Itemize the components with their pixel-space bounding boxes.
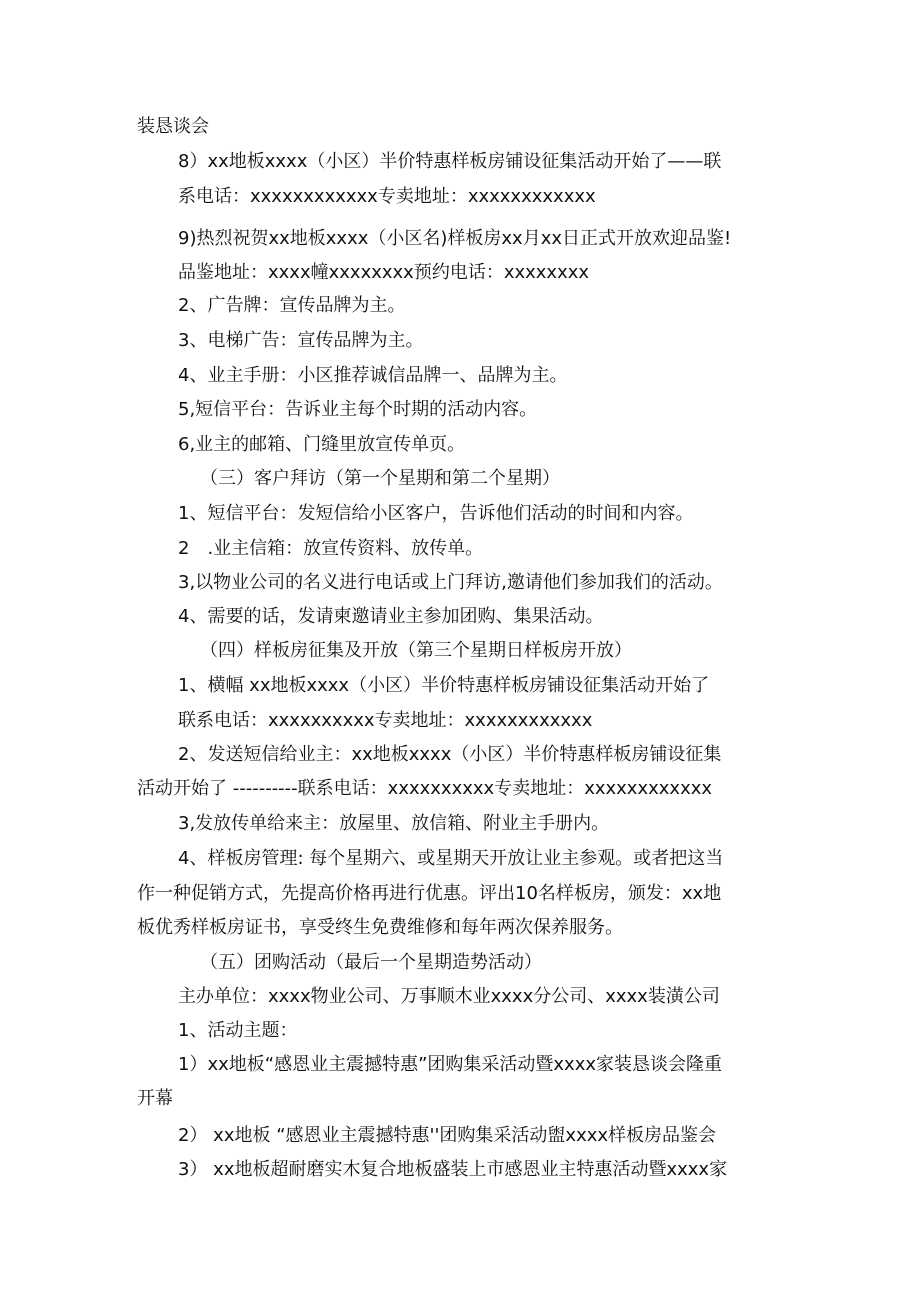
- text-line: 3,发放传单给来主：放屋里、放信箱、附业主手册内。: [178, 813, 610, 834]
- text-line: 主办单位：xxxx物业公司、万事顺木业xxxx分公司、xxxx装潢公司: [178, 986, 720, 1007]
- text-line: 系电话：xxxxxxxxxxxx专卖地址：xxxxxxxxxxxx: [178, 186, 596, 207]
- text-line: 4、业主手册：小区推荐诚信品牌一、品牌为主。: [178, 365, 568, 386]
- text-line: 2） xx地板 “感恩业主震撼特惠''团购集采活动盥xxxx样板房品鉴会: [178, 1125, 717, 1146]
- section-heading: （五）团购活动（最后一个星期造势活动）: [200, 952, 542, 973]
- text-line: 1、活动主题：: [178, 1020, 298, 1041]
- text-line: 作一种促销方式，先提高价格再进行优惠。评出10名样板房，颁发：xx地: [137, 883, 722, 904]
- text-line: 1、横幅 xx地板xxxx（小区）半价特惠样板房铺设征集活动开始了: [178, 675, 710, 696]
- text-line: 3） xx地板超耐磨实木复合地板盛装上市感恩业主特惠活动暨xxxx家: [178, 1159, 728, 1180]
- text-line: 板优秀样板房证书，享受终生免费维修和每年两次保养服务。: [137, 917, 623, 938]
- text-line: 1）xx地板“感恩业主震撼特惠”团购集采活动暨xxxx家装恳谈会隆重: [178, 1054, 723, 1075]
- text-line: 2、广告牌：宣传品牌为主。: [178, 295, 406, 316]
- section-heading: （四）样板房征集及开放（第三个星期日样板房开放）: [200, 640, 632, 661]
- text-line: 2 .业主信箱：放宣传资料、放传单。: [178, 538, 484, 559]
- text-line: 3、电梯广告：宣传品牌为主。: [178, 330, 424, 351]
- text-line: 2、发送短信给业主：xx地板xxxx（小区）半价特惠样板房铺设征集: [178, 744, 722, 765]
- text-line: 装恳谈会: [137, 116, 209, 137]
- text-line: 9)热烈祝贺xx地板xxxx（小区名)样板房xx月xx日正式开放欢迎品鉴!: [178, 228, 732, 249]
- text-line: 联系电话：xxxxxxxxxx专卖地址：xxxxxxxxxxxx: [178, 710, 593, 731]
- text-line: 活动开始了 ----------联系电话：xxxxxxxxxx专卖地址：xxxxxxxxxxxx: [137, 778, 713, 799]
- text-line: 品鉴地址：xxxx幢xxxxxxxx预约电话：xxxxxxxx: [178, 262, 590, 283]
- text-line: 5,短信平台：告诉业主每个时期的活动内容。: [178, 399, 538, 420]
- text-line: 4、样板房管理: 每个星期六、或星期天开放让业主参观。或者把这当: [178, 848, 724, 869]
- section-heading: （三）客户拜访（第一个星期和第二个星期）: [200, 468, 560, 489]
- text-line: 8）xx地板xxxx（小区）半价特惠样板房铺设征集活动开始了——联: [178, 151, 722, 172]
- text-line: 开幕: [137, 1088, 173, 1109]
- text-line: 3,以物业公司的名义进行电话或上门拜访,邀请他们参加我们的活动。: [178, 572, 723, 593]
- text-line: 6,业主的邮箱、门缝里放宣传单页。: [178, 434, 466, 455]
- text-line: 4、需要的话，发请柬邀请业主参加团购、集果活动。: [178, 606, 604, 627]
- text-line: 1、短信平台：发短信给小区客户，告诉他们活动的时间和内容。: [178, 503, 694, 524]
